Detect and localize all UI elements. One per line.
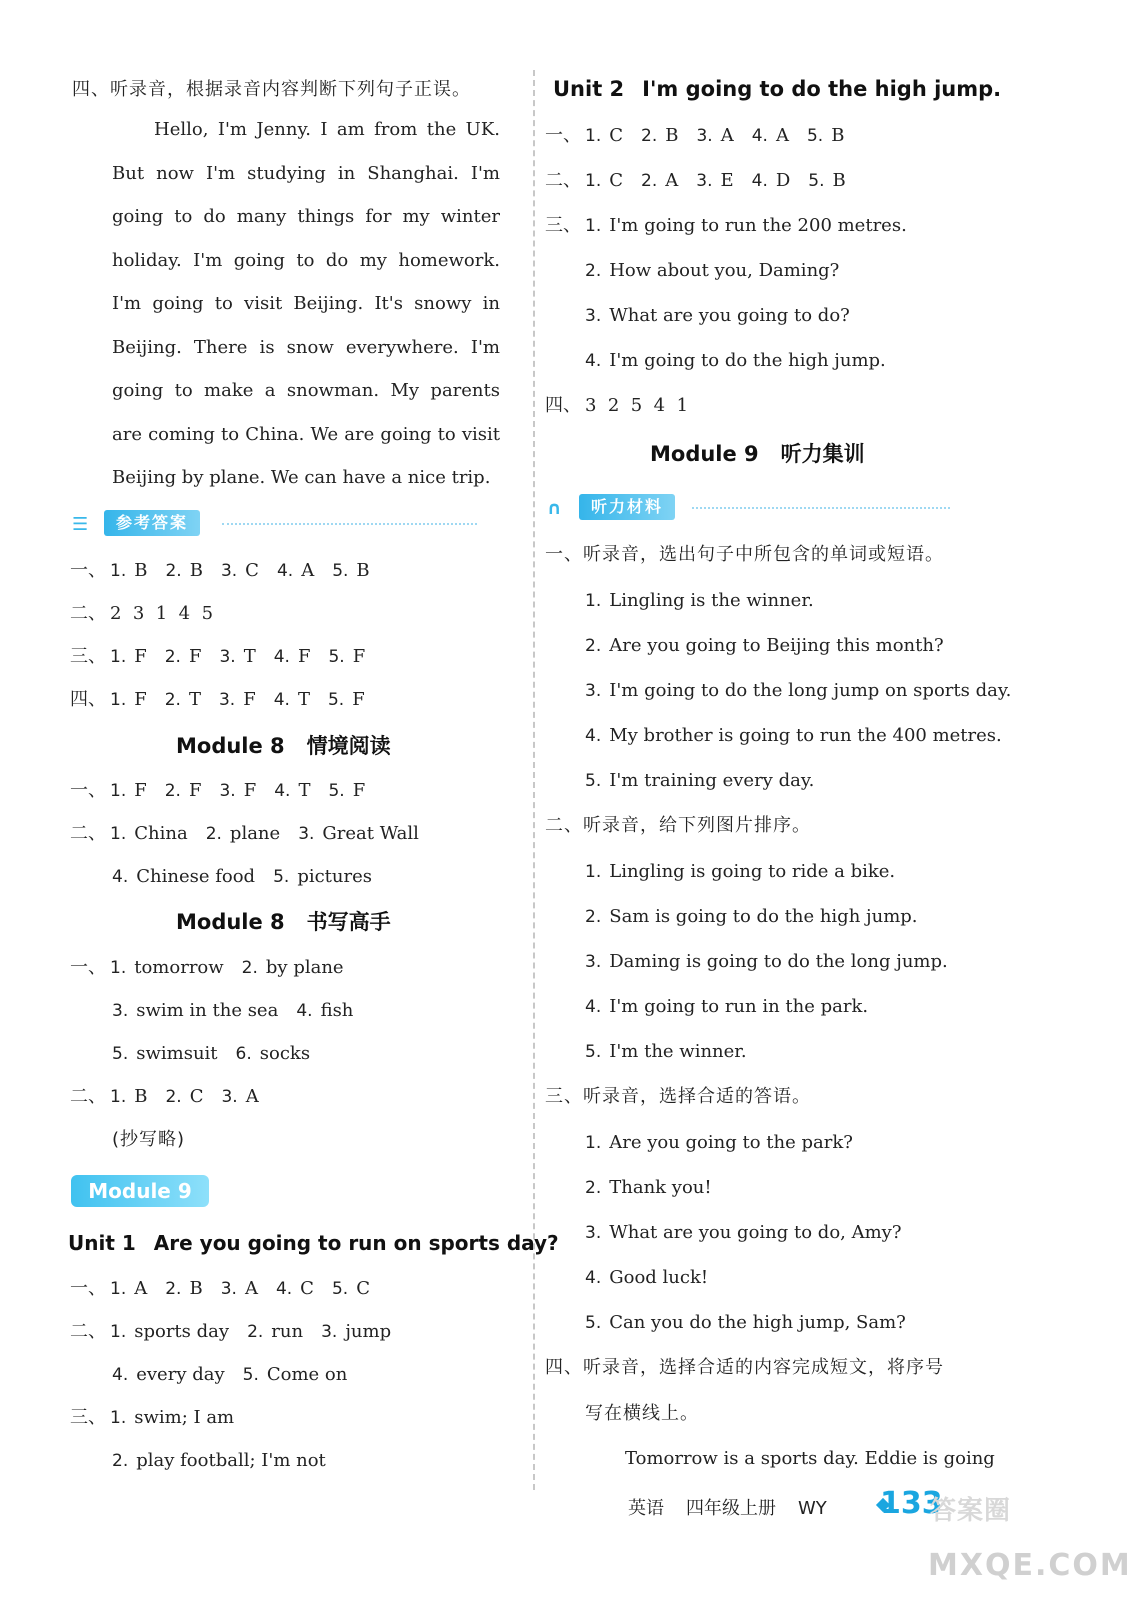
- listening-material-tag: 听力材料: [579, 494, 675, 520]
- answer-tag-bar: [72, 510, 482, 538]
- unit1-row-1: 一、 1. A 2. B 3. A 4. C 5. C: [70, 1278, 370, 1299]
- headphones-icon: ∩: [547, 498, 562, 519]
- module9-listening-heading: Module 9 听力集训: [650, 442, 865, 466]
- answer-row-2: 二、 2 3 1 4 5: [70, 603, 214, 624]
- p2-s1: 1. Lingling is going to ride a bike.: [585, 861, 896, 882]
- p1-s3: 3. I'm going to do the long jump on sports day.: [585, 680, 1012, 701]
- p3-s3: 3. What are you going to do, Amy?: [585, 1222, 902, 1243]
- unit1-row-2b: 4. every day 5. Come on: [112, 1364, 348, 1385]
- dotted-rule: [692, 507, 950, 509]
- m8-read-row-2b: 4. Chinese food 5. pictures: [112, 866, 372, 887]
- unit1-row-2: 二、 1. sports day 2. run 3. jump: [70, 1321, 392, 1342]
- unit2-heading: Unit 2 I'm going to do the high jump.: [553, 77, 1002, 101]
- list-icon: ☰: [72, 514, 89, 535]
- listening-part-1-title: 一、听录音，选出句子中所包含的单词或短语。: [545, 544, 944, 565]
- unit2-row-3-2: 2. How about you, Daming?: [585, 260, 840, 281]
- unit2-row-3-4: 4. I'm going to do the high jump.: [585, 350, 886, 371]
- m8-write-row-2: 二、 1. B 2. C 3. A: [70, 1086, 259, 1107]
- listening-part-2-title: 二、听录音，给下列图片排序。: [545, 815, 811, 836]
- p3-s5: 5. Can you do the high jump, Sam?: [585, 1312, 906, 1333]
- p3-s2: 2. Thank you!: [585, 1177, 712, 1198]
- watermark-logo: 答案圈: [930, 1496, 1012, 1526]
- dotted-rule: [222, 523, 477, 525]
- section-4-title: 四、听录音，根据录音内容判断下列句子正误。: [72, 79, 471, 100]
- copy-omitted-note: (抄写略): [112, 1129, 186, 1150]
- p1-s4: 4. My brother is going to run the 400 metres.: [585, 725, 1002, 746]
- p2-s2: 2. Sam is going to do the high jump.: [585, 906, 918, 927]
- m8-read-row-2: 二、 1. China 2. plane 3. Great Wall: [70, 823, 419, 844]
- listening-part-4-title-1: 四、听录音，选择合适的内容完成短文，将序号: [545, 1357, 944, 1378]
- p1-s2: 2. Are you going to Beijing this month?: [585, 635, 944, 656]
- listening-material-tag-bar: [547, 494, 957, 522]
- p1-s1: 1. Lingling is the winner.: [585, 590, 814, 611]
- p3-s4: 4. Good luck!: [585, 1267, 709, 1288]
- answer-row-1: 一、 1. B 2. B 3. C 4. A 5. B: [70, 560, 370, 581]
- answer-row-4: 四、 1. F 2. T 3. F 4. T 5. F: [70, 689, 365, 710]
- module9-badge: Module 9: [71, 1175, 209, 1207]
- answer-row-3: 三、 1. F 2. F 3. T 4. F 5. F: [70, 646, 366, 667]
- module8-reading-heading: Module 8 情境阅读: [176, 734, 391, 758]
- unit2-row-2: 二、 1. C 2. A 3. E 4. D 5. B: [545, 170, 846, 191]
- unit2-row-3-3: 3. What are you going to do?: [585, 305, 850, 326]
- m8-read-row-1: 一、 1. F 2. F 3. F 4. T 5. F: [70, 780, 366, 801]
- p1-s5: 5. I'm training every day.: [585, 770, 815, 791]
- unit1-heading: Unit 1 Are you going to run on sports day?: [68, 1231, 559, 1255]
- listening-part-4-passage: Tomorrow is a sports day. Eddie is going: [625, 1448, 995, 1469]
- footer-grade: 四年级上册: [686, 1498, 776, 1519]
- p2-s5: 5. I'm the winner.: [585, 1041, 747, 1062]
- column-divider: [533, 70, 535, 1490]
- unit1-row-3b: 2. play football; I'm not: [112, 1450, 326, 1471]
- m8-write-row-1c: 5. swimsuit 6. socks: [112, 1043, 311, 1064]
- module8-writing-heading: Module 8 书写高手: [176, 910, 391, 934]
- answer-tag: 参考答案: [104, 510, 200, 536]
- m8-write-row-1b: 3. swim in the sea 4. fish: [112, 1000, 354, 1021]
- unit2-row-1: 一、 1. C 2. B 3. A 4. A 5. B: [545, 125, 845, 146]
- p3-s1: 1. Are you going to the park?: [585, 1132, 853, 1153]
- unit2-row-3: 三、 1. I'm going to run the 200 metres.: [545, 215, 907, 236]
- listening-passage: Hello, I'm Jenny. I am from the UK. But now I'm studying in Shanghai. I'm going to do many things for my winter holiday. I'm going to do my homework. I'm going to visit Beijing. It's snowy in Beijing. There is snow everywhere. I'm going to make a snowman. My parents are coming to China. We are going to visit Beijing by plane. We can have a nice trip.: [112, 119, 500, 488]
- page-number: 133: [880, 1486, 943, 1521]
- footer-subject: 英语: [628, 1498, 664, 1519]
- footer: [628, 1494, 849, 1520]
- unit2-row-4: 四、 3 2 5 4 1: [545, 395, 689, 416]
- p2-s3: 3. Daming is going to do the long jump.: [585, 951, 948, 972]
- p2-s4: 4. I'm going to run in the park.: [585, 996, 869, 1017]
- watermark-site: MXQE.COM: [928, 1548, 1132, 1583]
- listening-part-4-title-2: 写在横线上。: [585, 1403, 699, 1424]
- footer-version: WY: [798, 1498, 827, 1519]
- m8-write-row-1: 一、 1. tomorrow 2. by plane: [70, 957, 344, 978]
- listening-part-3-title: 三、听录音，选择合适的答语。: [545, 1086, 811, 1107]
- unit1-row-3: 三、 1. swim; I am: [70, 1407, 235, 1428]
